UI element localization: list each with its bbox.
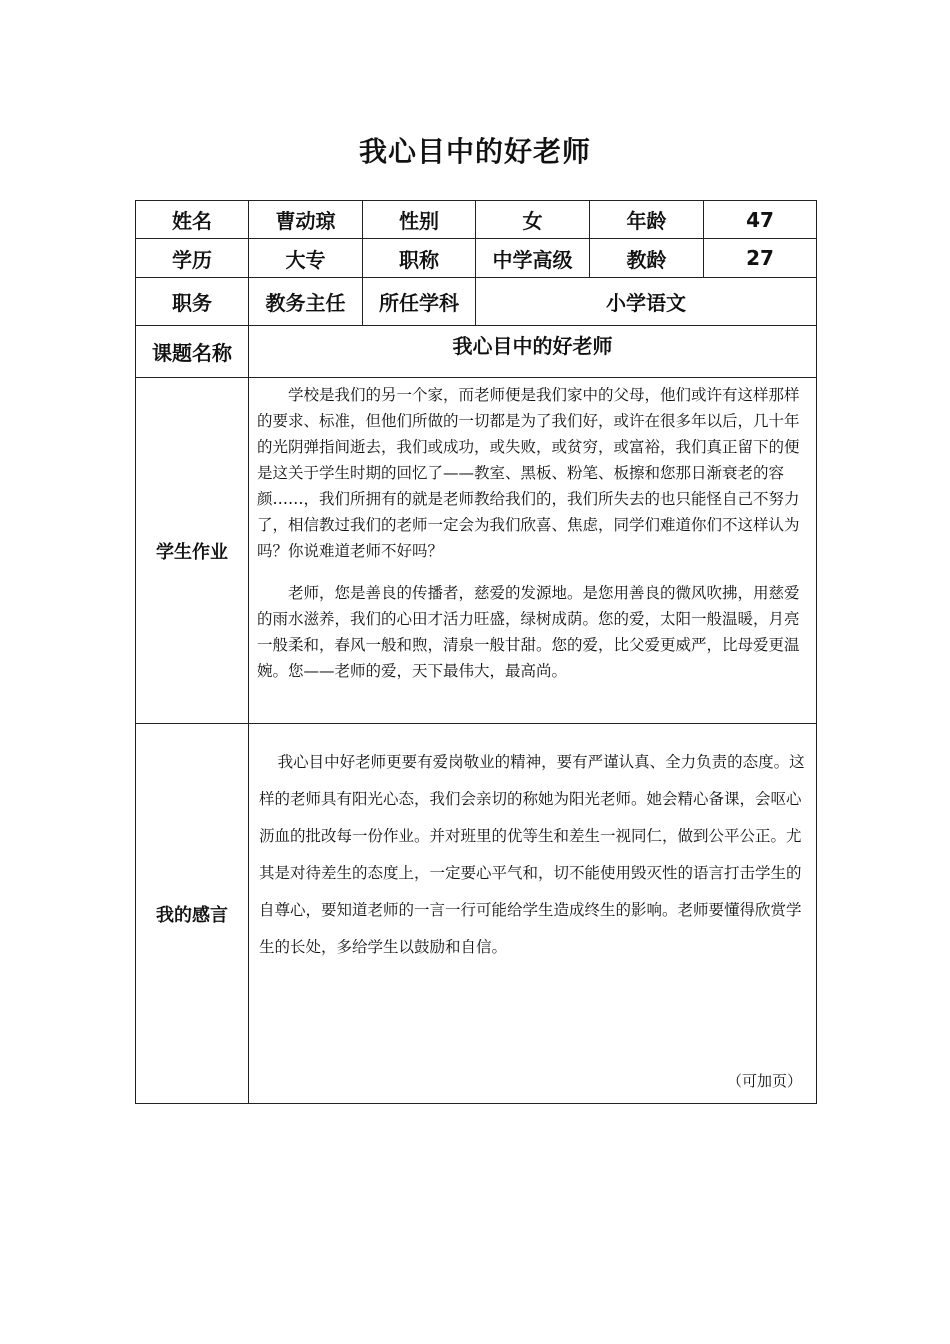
reflection-paragraph: 我心目中好老师更要有爱岗敬业的精神，要有严谨认真、全力负责的态度。这样的老师具有阳光心态，我们会亲切的称她为阳光老师。她会精心备课，会呕心沥血的批改每一份作业。并对班里的优等生和差生一视同仁，做到公平公正。尤其是对待差生的态度上，一定要心平气和，切不能使用毁灭性的语言打击学生的自尊心，要知道老师的一言一行可能给学生造成终生的影响。老师要懂得欣赏学生的长处，多给学生以鼓励和自信。 [259, 753, 805, 956]
row-topic [136, 326, 817, 378]
homework-label: 学生作业 [136, 378, 249, 724]
gender-label: 性别 [363, 201, 476, 239]
row-reflection [136, 724, 817, 1104]
gender-value: 女 [476, 201, 590, 239]
education-value: 大专 [249, 239, 363, 278]
add-page-note: （可加页） [726, 1072, 802, 1090]
teacher-info-table [135, 200, 817, 1104]
page-title: 我心目中的好老师 [358, 135, 591, 168]
title-rank-label: 职称 [363, 239, 476, 278]
teaching-years-label: 教龄 [590, 239, 704, 278]
topic-value: 我心目中的好老师 [249, 326, 817, 378]
title-rank-value: 中学高级 [476, 239, 590, 278]
row-basic [136, 201, 817, 239]
reflection-cell [249, 724, 817, 1104]
reflection-label: 我的感言 [136, 724, 249, 1104]
homework-paragraph: 学校是我们的另一个家，而老师便是我们家中的父母，他们或许有这样那样的要求、标准，但他们所做的一切都是为了我们好，或许在很多年以后，几十年的光阴弹指间逝去，我们或成功，或失败，或贫穷，或富裕，我们真正留下的便是这关于学生时期的回忆了——教室、黑板、粉笔、板擦和您那日渐衰老的容颜……，我们所拥有的就是老师教给我们的，我们所失去的也只能怪自己不努力了，相信教过我们的老师一定会为我们欣喜、焦虑，同学们难道你们不这样认为吗？你说难道老师不好吗？ [257, 386, 800, 560]
age-label: 年龄 [590, 201, 704, 239]
name-value: 曹动琼 [249, 201, 363, 239]
row-position [136, 278, 817, 326]
homework-text [249, 378, 816, 684]
row-education [136, 239, 817, 278]
education-label: 学历 [136, 239, 249, 278]
subject-value: 小学语文 [476, 278, 817, 326]
teaching-years-value: 27 [704, 239, 817, 278]
name-label: 姓名 [136, 201, 249, 239]
position-value: 教务主任 [249, 278, 363, 326]
homework-cell [249, 378, 817, 724]
homework-paragraph: 老师，您是善良的传播者，慈爱的发源地。是您用善良的微风吹拂，用慈爱的雨水滋养，我们的心田才活力旺盛，绿树成荫。您的爱，太阳一般温暖，月亮一般柔和，春风一般和煦，清泉一般甘甜。您的爱，比父爱更威严，比母爱更温婉。您——老师的爱，天下最伟大，最高尚。 [257, 584, 800, 680]
reflection-text [249, 724, 816, 966]
age-value: 47 [704, 201, 817, 239]
position-label: 职务 [136, 278, 249, 326]
subject-label: 所任学科 [363, 278, 476, 326]
row-homework [136, 378, 817, 724]
topic-label: 课题名称 [136, 326, 249, 378]
